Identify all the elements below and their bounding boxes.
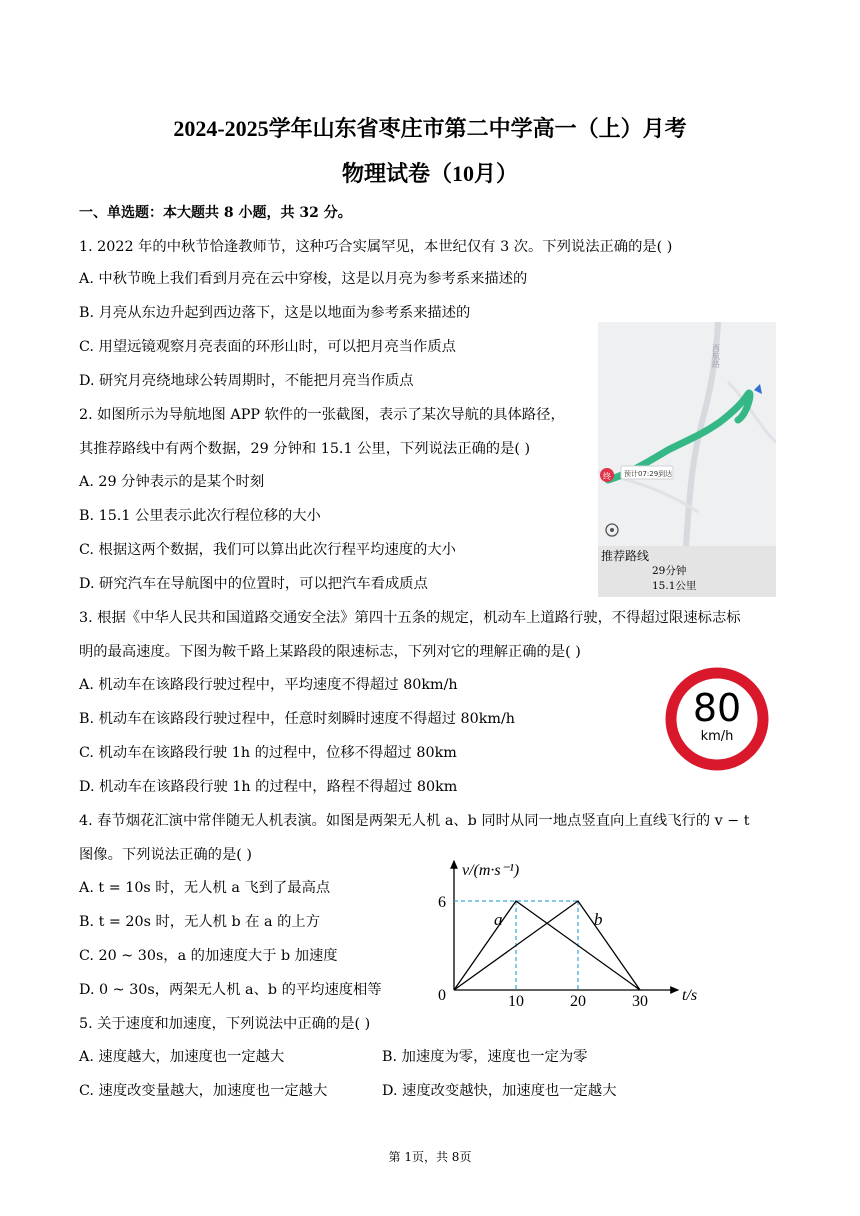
q2-option-d: D. 研究汽车在导航图中的位置时，可以把汽车看成质点 [79,576,428,592]
map-drawing [598,322,776,546]
route-panel-label: 推荐路线 [601,549,650,563]
vt-graph [420,855,710,1015]
q3-option-a: A. 机动车在该路段行驶过程中，平均速度不得超过 80km/h [79,677,458,693]
q4-option-a: A. t = 10s 时，无人机 a 飞到了最高点 [79,880,331,896]
speed-limit-unit: km/h [700,729,734,744]
exam-title-line1: 2024-2025学年山东省枣庄市第二中学高一（上）月考 [173,116,687,141]
navigation-map-figure [598,322,776,597]
q4-option-c: C. 20 ~ 30s，a 的加速度大于 b 加速度 [79,948,338,964]
q1-option-a: A. 中秋节晚上我们看到月亮在云中穿梭，这是以月亮为参考系来描述的 [79,271,528,287]
end-pin-label: 终 [603,472,611,481]
q4-option-b: B. t = 20s 时，无人机 b 在 a 的上方 [79,914,321,930]
page-footer: 第 1页，共 8页 [388,1150,472,1164]
origin-label: 0 [438,987,446,1004]
q5-stem: 5. 关于速度和加速度，下列说法中正确的是( ) [79,1016,371,1032]
q3-option-d: D. 机动车在该路段行驶 1h 的过程中，路程不得超过 80km [79,779,458,795]
q2-option-c: C. 根据这两个数据，我们可以算出此次行程平均速度的大小 [79,542,456,558]
series-label-a: a [494,910,503,929]
q5-option-c: C. 速度改变量越大，加速度也一定越大 [79,1083,328,1099]
q3-option-c: C. 机动车在该路段行驶 1h 的过程中，位移不得超过 80km [79,745,457,761]
q2-option-a: A. 29 分钟表示的是某个时刻 [79,474,265,490]
q5-option-b: B. 加速度为零，速度也一定为零 [382,1049,588,1065]
route-time: 29分钟 [652,565,687,577]
q1-option-d: D. 研究月亮绕地球公转周期时，不能把月亮当作质点 [79,373,414,389]
eta-label: 预计07:29到达 [624,470,673,478]
speed-limit-sign [664,666,770,772]
q3-stem-line1: 3. 根据《中华人民共和国道路交通安全法》第四十五条的规定，机动车上道路行驶，不得超过限速标志标 [79,610,741,626]
x-tick-30: 30 [632,993,648,1010]
q2-stem-line2: 其推荐路线中有两个数据，29 分钟和 15.1 公里，下列说法正确的是( ) [79,441,531,457]
q4-stem-line1: 4. 春节烟花汇演中常伴随无人机表演。如图是两架无人机 a、b 同时从同一地点竖直向上直线飞行的 v − t [79,813,750,829]
y-axis-label: v/(m·s⁻¹) [462,862,520,879]
q2-stem-line1: 2. 如图所示为导航地图 APP 软件的一张截图，表示了某次导航的具体路径， [79,407,565,423]
q3-stem-line2: 明的最高速度。下图为鞍千路上某路段的限速标志，下列对它的理解正确的是( ) [79,644,581,660]
series-line-a [454,901,640,990]
x-axis-label: t/s [682,987,698,1004]
section-heading: 一、单选题：本大题共 8 小题，共 32 分。 [79,205,352,221]
q1-stem: 1. 2022 年的中秋节恰逢教师节，这种巧合实属罕见，本世纪仅有 3 次。下列说法正确的是( ) [79,239,673,255]
q4-option-d: D. 0 ~ 30s，两架无人机 a、b 的平均速度相等 [79,982,382,998]
exam-title-line2: 物理试卷（10月） [341,161,518,186]
q1-option-c: C. 用望远镜观察月亮表面的环形山时，可以把月亮当作质点 [79,339,456,355]
q2-option-b: B. 15.1 公里表示此次行程位移的大小 [79,508,321,524]
y-tick-6: 6 [438,894,446,911]
q1-option-b: B. 月亮从东边升起到西边落下，这是以地面为参考系来描述的 [79,305,471,321]
q5-option-a: A. 速度越大，加速度也一定越大 [79,1049,285,1065]
series-line-b [454,901,640,990]
q5-option-d: D. 速度改变越快，加速度也一定越大 [382,1083,617,1099]
road-label: 西航路 [711,344,721,368]
q3-option-b: B. 机动车在该路段行驶过程中，任意时刻瞬时速度不得超过 80km/h [79,711,515,727]
q4-stem-line2: 图像。下列说法正确的是( ) [79,847,252,863]
x-tick-20: 20 [570,993,586,1010]
series-label-b: b [594,910,603,929]
route-summary-panel [598,546,776,597]
route-distance: 15.1公里 [652,580,697,592]
speed-limit-number: 80 [692,686,742,730]
x-tick-10: 10 [508,993,524,1010]
